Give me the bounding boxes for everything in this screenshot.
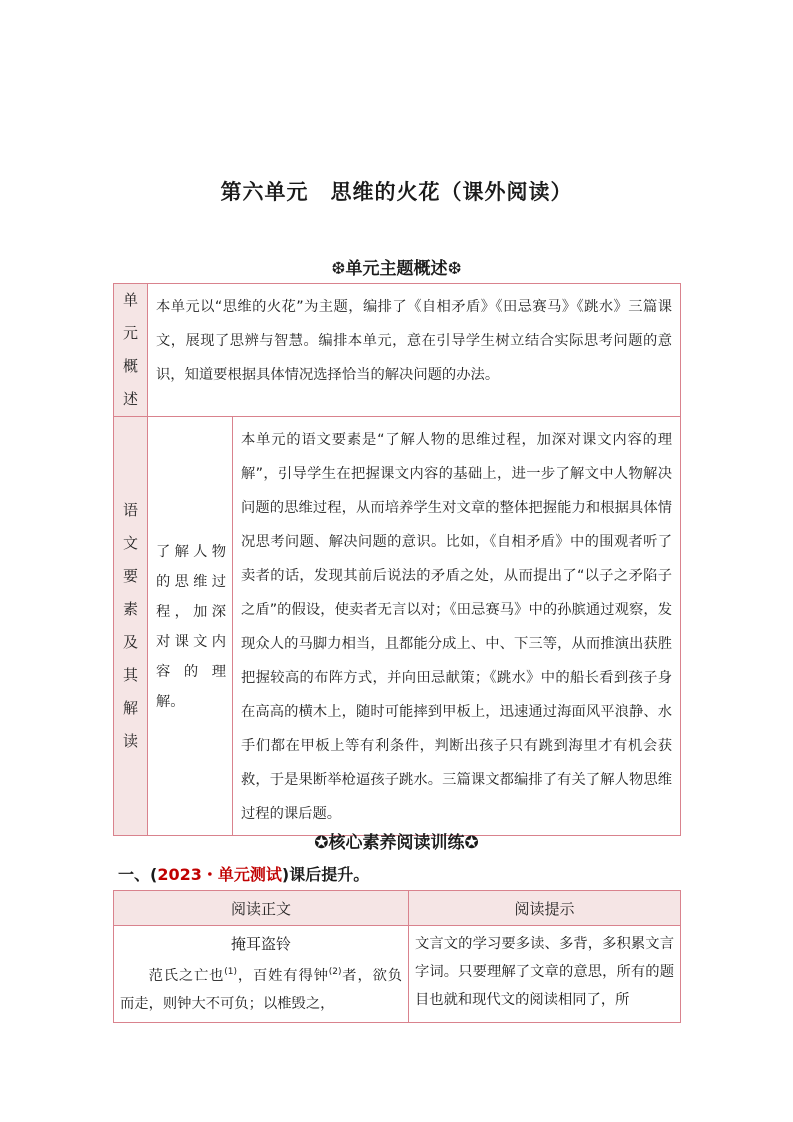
label-char: 及 xyxy=(122,633,138,651)
language-element-row xyxy=(114,417,681,836)
overview-text: 本单元以“思维的火花”为主题，编排了《自相矛盾》《田忌赛马》《跳水》三篇课文，展现了思辨与智慧。编排本单元，意在引导学生树立结合实际思考问题的意识，知道要根据具体情况选择恰当的解决问题的办法。 xyxy=(148,284,681,417)
unit-overview-table xyxy=(113,283,681,836)
reading-training-heading: ✪核心素养阅读训练✪ xyxy=(314,833,479,853)
question-suffix: )课后提升。 xyxy=(281,865,370,884)
reading-table-header xyxy=(114,891,681,926)
label-char: 其 xyxy=(122,666,138,684)
reading-table xyxy=(113,890,681,1023)
label-char: 文 xyxy=(122,534,138,552)
reading-table-row xyxy=(114,926,681,1023)
language-element-summary: 了解人物的思维过程，加深对课文内容的理解。 xyxy=(148,417,233,836)
label-char: 素 xyxy=(122,600,138,618)
passage-segment: ，百姓有得钟 xyxy=(237,967,329,984)
language-element-label-cell xyxy=(114,417,148,836)
overview-label-cell xyxy=(114,284,148,417)
label-char: 读 xyxy=(122,732,138,750)
unit-overview-heading: ❆单元主题概述❆ xyxy=(331,259,462,279)
label-char: 元 xyxy=(122,324,138,342)
label-char: 要 xyxy=(122,567,138,585)
passage-cell xyxy=(114,926,409,1023)
hint-cell: 文言文的学习要多读、多背，多积累文言字词。只要理解了文章的意思，所有的题目也就和现代文的阅读相同了，所 xyxy=(409,926,681,1023)
question-prefix: 一、( xyxy=(118,865,158,884)
question-source: 2023・单元测试 xyxy=(157,865,282,884)
footnote-marker: (2) xyxy=(328,967,342,977)
label-char: 概 xyxy=(122,357,138,375)
label-char: 述 xyxy=(122,390,138,408)
label-char: 语 xyxy=(122,501,138,519)
passage-segment: 范氏之亡也 xyxy=(148,967,225,984)
col-header-text: 阅读正文 xyxy=(114,891,409,926)
page-title: 第六单元 思维的火花（课外阅读） xyxy=(220,180,573,204)
col-header-hint: 阅读提示 xyxy=(409,891,681,926)
footnote-marker: (1) xyxy=(224,967,238,977)
language-element-text: 本单元的语文要素是“了解人物的思维过程，加深对课文内容的理解”，引导学生在把握课文内容的基础上，进一步了解文中人物解决问题的思维过程，从而培养学生对文章的整体把握能力和根据具体情况思考问题、解决问题的意识。比如，《自相矛盾》中的围观者听了卖者的话，发现其前后说法的矛盾之处，从而提出了“以子之矛陷子之盾”的假设，使卖者无言以对；《田忌赛马》中的孙膑通过观察，发现众人的马脚力相当，且都能分成上、中、下三等，从而推演出获胜把握较高的布阵方式，并向田忌献策；《跳水》中的船长看到孩子身在高高的横木上，随时可能摔到甲板上，迅速通过海面风平浪静、水手们都在甲板上等有利条件，判断出孩子只有跳到海里才有机会获救，于是果断举枪逼孩子跳水。三篇课文都编排了有关了解人物思维过程的课后题。 xyxy=(233,417,681,836)
question-1-heading xyxy=(118,862,369,885)
passage-title: 掩耳盗铃 xyxy=(230,935,291,953)
label-char: 解 xyxy=(122,699,138,717)
label-char: 单 xyxy=(122,291,138,309)
passage-segment: 者，欲负而走，则钟大不可负；以椎毁之， xyxy=(120,967,403,1012)
overview-row xyxy=(114,284,681,417)
passage-text xyxy=(120,958,402,1018)
